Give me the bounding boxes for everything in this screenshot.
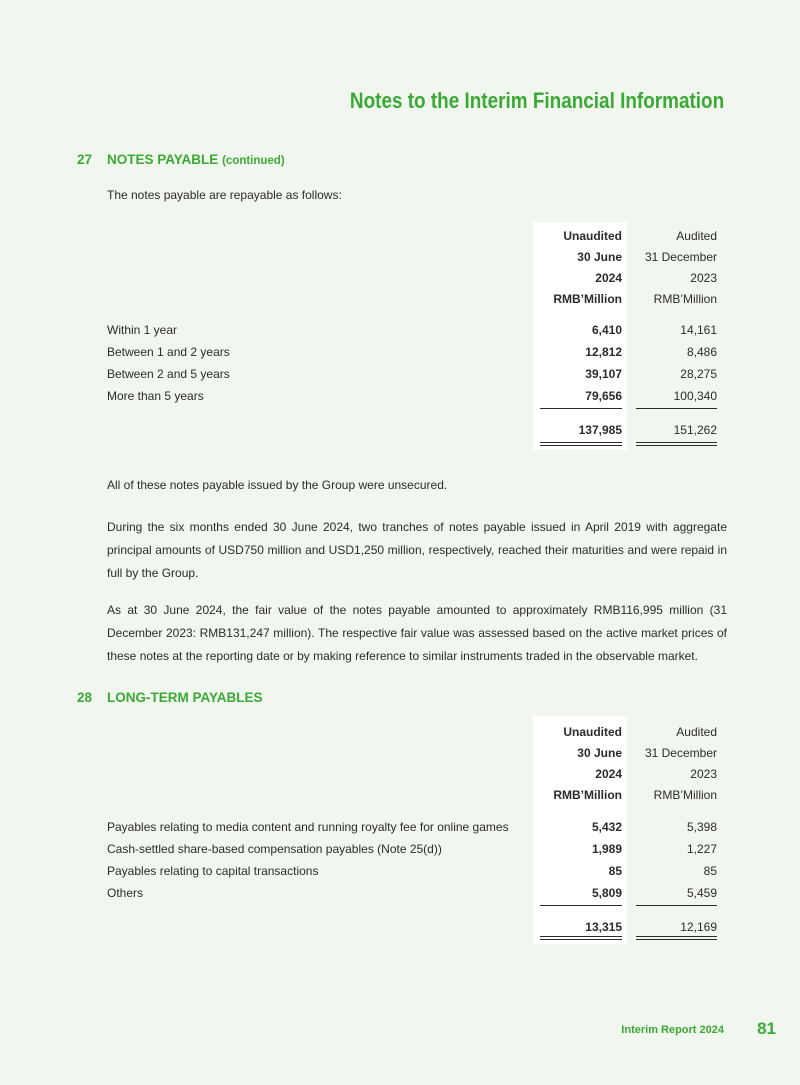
row-value-2023: 28,275 — [680, 367, 717, 381]
row-label: Payables relating to media content and running royalty fee for online games — [107, 820, 509, 834]
row-value-2024: 85 — [608, 864, 622, 878]
row-value-2024: 1,989 — [591, 842, 622, 856]
total-row — [107, 420, 717, 441]
header-col1: RMB’Million — [553, 292, 622, 306]
header-col2: Audited — [676, 229, 717, 243]
row-value-2023: 8,486 — [686, 345, 717, 359]
row-label: Within 1 year — [107, 323, 178, 337]
header-row — [107, 268, 717, 289]
header-col1: Unaudited — [563, 725, 622, 739]
table-row — [107, 386, 717, 407]
row-label: Others — [107, 886, 144, 900]
long-term-payables-table — [107, 716, 717, 946]
header-col1: 30 June — [577, 746, 622, 760]
row-value-2023: 14,161 — [680, 323, 717, 337]
total-double-rule — [636, 936, 717, 937]
total-value-2023: 151,262 — [673, 423, 717, 437]
header-col2: RMB’Million — [653, 292, 717, 306]
total-double-rule — [540, 442, 622, 443]
header-col2: Audited — [676, 725, 717, 739]
header-col1: 2024 — [595, 767, 622, 781]
table-row — [107, 342, 717, 363]
header-col2: 2023 — [690, 271, 717, 285]
notes-payable-intro: The notes payable are repayable as follows: — [107, 188, 342, 202]
row-label: Between 2 and 5 years — [107, 367, 230, 381]
row-value-2024: 79,656 — [585, 389, 622, 403]
row-value-2023: 85 — [703, 864, 717, 878]
header-row — [107, 722, 717, 743]
header-row — [107, 247, 717, 268]
row-value-2024: 5,809 — [591, 886, 622, 900]
table-row — [107, 861, 717, 882]
row-value-2024: 5,432 — [591, 820, 622, 834]
header-row — [107, 785, 717, 806]
subtotal-rule — [636, 905, 717, 906]
total-double-rule — [636, 939, 717, 940]
row-value-2023: 5,398 — [686, 820, 717, 834]
row-value-2023: 5,459 — [686, 886, 717, 900]
row-value-2024: 6,410 — [591, 323, 622, 337]
subtotal-rule — [540, 905, 622, 906]
total-value-2024: 13,315 — [585, 920, 622, 934]
section-heading-notes-payable — [77, 152, 285, 167]
table-row — [107, 839, 717, 860]
section-title: NOTES PAYABLE — [107, 152, 219, 167]
page-title: Notes to the Interim Financial Information — [349, 88, 724, 113]
row-value-2023: 1,227 — [686, 842, 717, 856]
header-col1: 30 June — [577, 250, 622, 264]
subtotal-rule — [636, 408, 717, 409]
row-value-2023: 100,340 — [673, 389, 717, 403]
total-row — [107, 917, 717, 938]
maturity-paragraph: During the six months ended 30 June 2024, two tranches of notes payable issued in April 2019 with aggregate principal amounts of USD750 million and USD1,250 million, respectively, reached their maturities and were repaid in full by the Group. — [107, 520, 727, 580]
header-row — [107, 743, 717, 764]
page-number: 81 — [757, 1019, 776, 1038]
header-row — [107, 289, 717, 310]
table-row — [107, 817, 717, 838]
table-row — [107, 364, 717, 385]
total-double-rule — [540, 936, 622, 937]
total-value-2024: 137,985 — [578, 423, 622, 437]
header-col1: Unaudited — [563, 229, 622, 243]
row-label: Payables relating to capital transactions — [107, 864, 319, 878]
subtotal-rule — [540, 408, 622, 409]
section-title: LONG-TERM PAYABLES — [107, 690, 263, 705]
notes-payable-table — [107, 222, 717, 452]
section-heading-long-term-payables — [77, 690, 263, 705]
row-label: Cash-settled share-based compensation payables (Note 25(d)) — [107, 842, 442, 856]
section-number: 27 — [77, 152, 93, 167]
unsecured-paragraph: All of these notes payable issued by the Group were unsecured. — [107, 478, 448, 492]
header-row — [107, 764, 717, 785]
row-label: More than 5 years — [107, 389, 204, 403]
total-value-2023: 12,169 — [680, 920, 717, 934]
header-col1: 2024 — [595, 271, 622, 285]
fair-value-paragraph: As at 30 June 2024, the fair value of the notes payable amounted to approximately RMB116,995 million (31 December 2023: RMB131,247 million). The respective fair value was assessed based on the active market prices of these notes at the reporting date or by making reference to similar instruments traded in the observable market. — [107, 603, 727, 663]
row-label: Between 1 and 2 years — [107, 345, 230, 359]
header-col2: RMB’Million — [653, 788, 717, 802]
section-number: 28 — [77, 690, 93, 705]
total-double-rule — [540, 939, 622, 940]
total-double-rule — [540, 445, 622, 446]
table-row — [107, 320, 717, 341]
header-col2: 31 December — [644, 746, 717, 760]
header-row — [107, 226, 717, 247]
header-col1: RMB’Million — [553, 788, 622, 802]
table-row — [107, 883, 717, 904]
header-col2: 2023 — [690, 767, 717, 781]
total-double-rule — [636, 445, 717, 446]
footer-report-label: Interim Report 2024 — [621, 1024, 724, 1036]
total-double-rule — [636, 442, 717, 443]
row-value-2024: 12,812 — [585, 345, 622, 359]
row-value-2024: 39,107 — [585, 367, 622, 381]
header-col2: 31 December — [644, 250, 717, 264]
continued-label: (continued) — [222, 155, 285, 167]
